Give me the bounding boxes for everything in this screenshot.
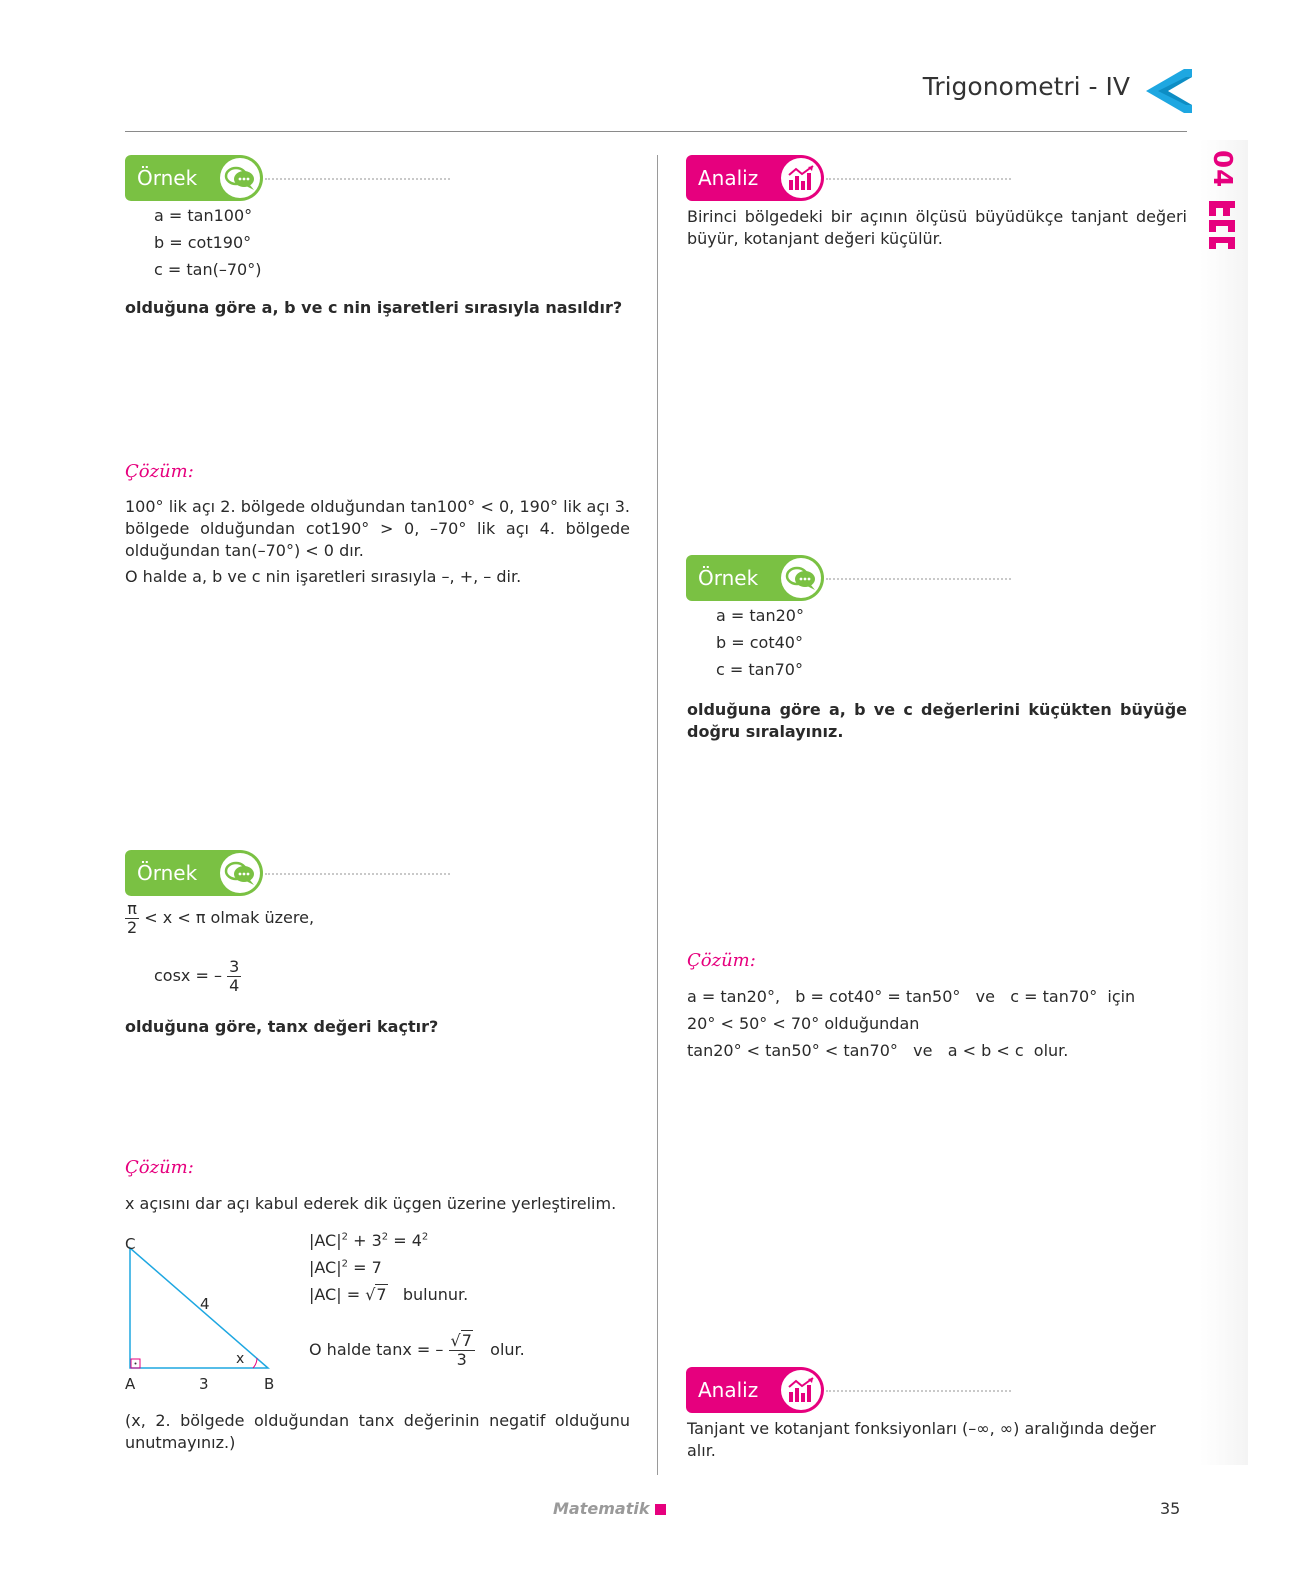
solution-line-1: a = tan20°, b = cot40° = tan50° ve c = tan70° için (687, 987, 1136, 1006)
speech-bubble-icon (781, 558, 821, 598)
angle-x-label: x (236, 1351, 245, 1367)
fdd-logo (1209, 201, 1241, 251)
note: (x, 2. bölgede olduğundan tanx değerinin negatif olduğunu unutmayınız.) (125, 1411, 630, 1452)
solution-conclusion: O halde a, b ve c nin işaretleri sırasıyla –, +, – dir. (125, 567, 522, 586)
analysis-badge: Analiz (686, 155, 824, 201)
speech-bubble-icon (220, 853, 260, 893)
dotted-leader (265, 178, 450, 180)
bar-chart-icon (781, 1370, 821, 1410)
chevron-left-icon (1144, 67, 1192, 115)
analysis-text: Tanjant ve kotanjant fonksiyonları (–∞, ∞) aralığında değer alır. (687, 1419, 1156, 1460)
page-title: Trigonometri - IV (922, 72, 1130, 101)
vertex-b-label: B (264, 1375, 275, 1393)
bar-chart-icon (781, 158, 821, 198)
question: olduğuna göre a, b ve c nin işaretleri sırasıyla nasıldır? (125, 298, 623, 317)
equation-1: $|AC|^2 + 3^2 = 4^2$ (309, 1231, 429, 1250)
page-number: 35 (1160, 1499, 1181, 1518)
solution-line-2: 20° < 50° < 70° olduğundan (687, 1014, 920, 1033)
analysis-badge: Analiz (686, 1367, 824, 1413)
given-a: a = tan20° (716, 606, 804, 625)
side-tab (1200, 140, 1248, 1465)
example-badge: Örnek (686, 555, 824, 601)
solution-intro: x açısını dar açı kabul ederek dik üçgen üzerine yerleştirelim. (125, 1194, 617, 1213)
solution-label: Çözüm: (125, 1157, 194, 1178)
tan-result: O halde tanx = – $\frac{√7}{3}$ olur. (309, 1331, 525, 1369)
vertex-c-label: C (125, 1235, 136, 1253)
example-badge: Örnek (125, 155, 263, 201)
question: olduğuna göre a, b ve c değerlerini küçükten büyüğe doğru sıralayınız. (687, 700, 1187, 741)
solution-text: 100° lik açı 2. bölgede olduğundan tan100° < 0, 190° lik açı 3. bölgede olduğundan cot190° > 0, –70° lik açı 4. bölgede olduğundan tan(–70°) < 0 dır. (125, 497, 630, 560)
cos-given: cosx = – $\frac{3}{4}$ (154, 957, 240, 995)
base-length-label: 3 (199, 1375, 209, 1393)
dotted-leader (826, 1390, 1011, 1392)
question: olduğuna göre, tanx değeri kaçtır? (125, 1017, 439, 1036)
dotted-leader (826, 178, 1011, 180)
header-divider (125, 131, 1187, 132)
column-divider (657, 155, 658, 1475)
given-b: b = cot190° (154, 233, 252, 252)
given-a: a = tan100° (154, 206, 253, 225)
footer-square-icon (655, 1504, 666, 1515)
example-badge: Örnek (125, 850, 263, 896)
analysis-text: Birinci bölgedeki bir açının ölçüsü büyüdükçe tanjant değeri büyür, kotanjant değeri küçülür. (687, 207, 1187, 248)
given-c: c = tan70° (716, 660, 803, 679)
pi-over-2: $\frac{\pi}{2}$ (127, 899, 138, 937)
condition: $\frac{\pi}{2}$ < x < π olmak üzere, (127, 899, 315, 937)
fraction: $\frac{√7}{3}$ (449, 1332, 475, 1369)
dotted-leader (265, 873, 450, 875)
given-b: b = cot40° (716, 633, 803, 652)
solution-label: Çözüm: (687, 950, 756, 971)
given-c: c = tan(–70°) (154, 260, 262, 279)
equation-2: $|AC|^2 = 7$ (309, 1258, 382, 1277)
vertex-a-label: A (125, 1375, 136, 1393)
footer-subject: Matematik (553, 1499, 650, 1518)
solution-label: Çözüm: (125, 461, 194, 482)
hypotenuse-length-label: 4 (200, 1295, 210, 1313)
fraction: $\frac{3}{4}$ (229, 957, 240, 995)
dotted-leader (826, 578, 1011, 580)
equation-3: |AC| = √7 bulunur. (309, 1285, 469, 1304)
speech-bubble-icon (220, 158, 260, 198)
solution-line-3: tan20° < tan50° < tan70° ve a < b < c olur. (687, 1041, 1069, 1060)
unit-number: 04 (1207, 150, 1237, 189)
